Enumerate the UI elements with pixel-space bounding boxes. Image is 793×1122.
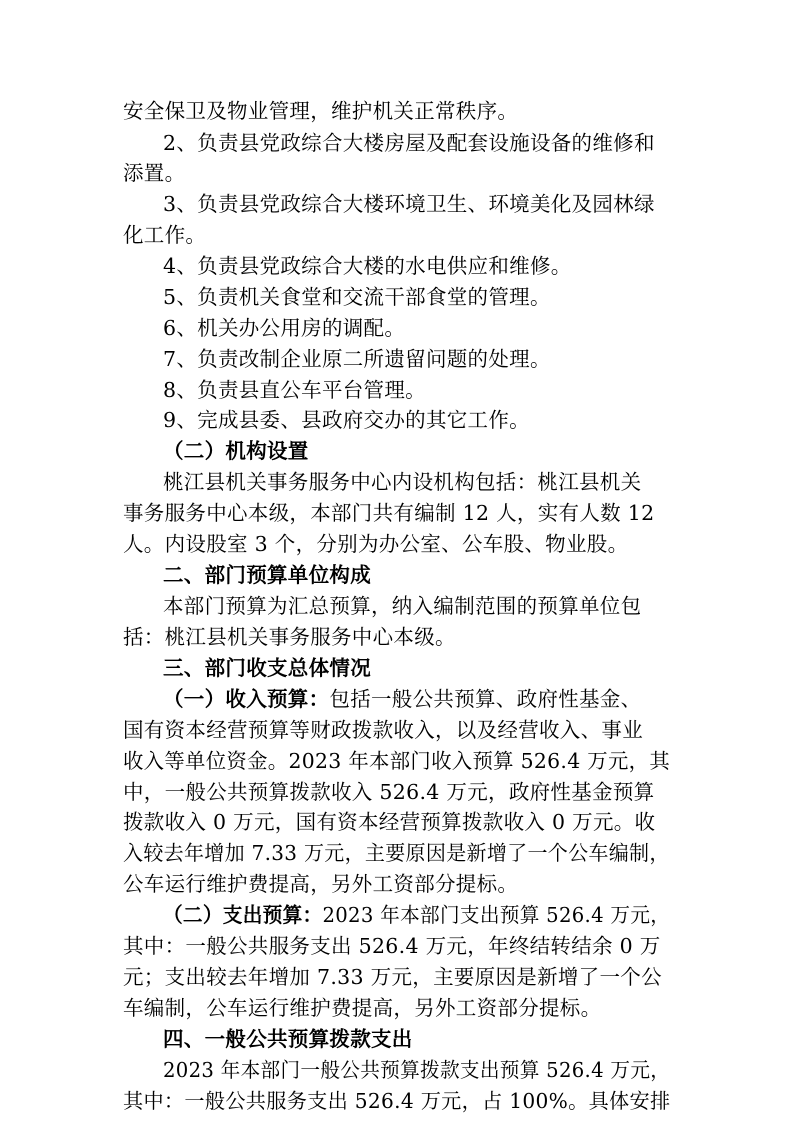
inline-heading: （一）收入预算： <box>163 687 330 711</box>
paragraph-line: 桃江县机关事务服务中心内设机构包括：桃江县机关 <box>163 470 642 494</box>
paragraph-line: 本部门预算为汇总预算，纳入编制范围的预算单位包 <box>163 594 642 618</box>
paragraph-line: 车编制，公车运行维护费提高，另外工资部分提标。 <box>123 996 602 1020</box>
list-item-8: 8、负责县直公车平台管理。 <box>163 378 426 402</box>
paragraph-line: 2023 年本部门一般公共预算拨款支出预算 526.4 万元， <box>163 1058 671 1082</box>
paragraph-line: 安全保卫及物业管理，维护机关正常秩序。 <box>123 99 519 123</box>
paragraph-line <box>163 905 670 926</box>
list-item-5: 5、负责机关食堂和交流干部食堂的管理。 <box>163 285 551 309</box>
section-heading: 三、部门收支总体情况 <box>163 656 371 680</box>
paragraph-line: 入较去年增加 7.33 万元，主要原因是新增了一个公车编制， <box>123 841 670 865</box>
section-heading: 四、一般公共预算拨款支出 <box>163 1027 413 1051</box>
list-item-6: 6、机关办公用房的调配。 <box>163 316 406 340</box>
paragraph-line: 拨款收入 0 万元，国有资本经营预算拨款收入 0 万元。收 <box>123 810 656 834</box>
paragraph-line: 括：桃江县机关事务服务中心本级。 <box>123 625 456 649</box>
list-item-2: 2、负责县党政综合大楼房屋及配套设施设备的维修和 <box>163 131 655 155</box>
list-item-4: 4、负责县党政综合大楼的水电供应和维修。 <box>163 254 572 278</box>
paragraph-line: 国有资本经营预算等财政拨款收入，以及经营收入、事业 <box>123 718 643 742</box>
paragraph-line: 其中：一般公共服务支出 526.4 万元，占 100%。具体安排 <box>123 1089 671 1113</box>
paragraph-line: 元；支出较去年增加 7.33 万元，主要原因是新增了一个公 <box>123 965 662 989</box>
paragraph-line: 收入等单位资金。2023 年本部门收入预算 526.4 万元，其 <box>123 749 671 773</box>
section-heading: 二、部门预算单位构成 <box>163 563 371 587</box>
list-item-9: 9、完成县委、县政府交办的其它工作。 <box>163 408 530 432</box>
paragraph-text: 包括一般公共预算、政府性基金、 <box>329 687 642 711</box>
paragraph-line: 其中：一般公共服务支出 526.4 万元，年终结转结余 0 万 <box>123 934 661 958</box>
section-heading: （二）机构设置 <box>163 439 309 463</box>
paragraph-line: 人。内设股室 3 个，分别为办公室、公车股、物业股。 <box>123 532 629 556</box>
list-item-3: 3、负责县党政综合大楼环境卫生、环境美化及园林绿 <box>163 192 655 216</box>
paragraph-line <box>163 689 641 710</box>
paragraph-line: 中，一般公共预算拨款收入 526.4 万元，政府性基金预算 <box>123 780 655 804</box>
paragraph-line: 添置。 <box>123 161 186 185</box>
list-item-7: 7、负责改制企业原二所遗留问题的处理。 <box>163 347 551 371</box>
paragraph-line: 公车运行维护费提高，另外工资部分提标。 <box>123 872 519 896</box>
paragraph-text: 2023 年本部门支出预算 526.4 万元， <box>322 903 671 927</box>
paragraph-line: 事务服务中心本级，本部门共有编制 12 人，实有人数 12 <box>123 501 655 525</box>
inline-heading: （二）支出预算： <box>163 903 323 927</box>
paragraph-line: 化工作。 <box>123 223 207 247</box>
